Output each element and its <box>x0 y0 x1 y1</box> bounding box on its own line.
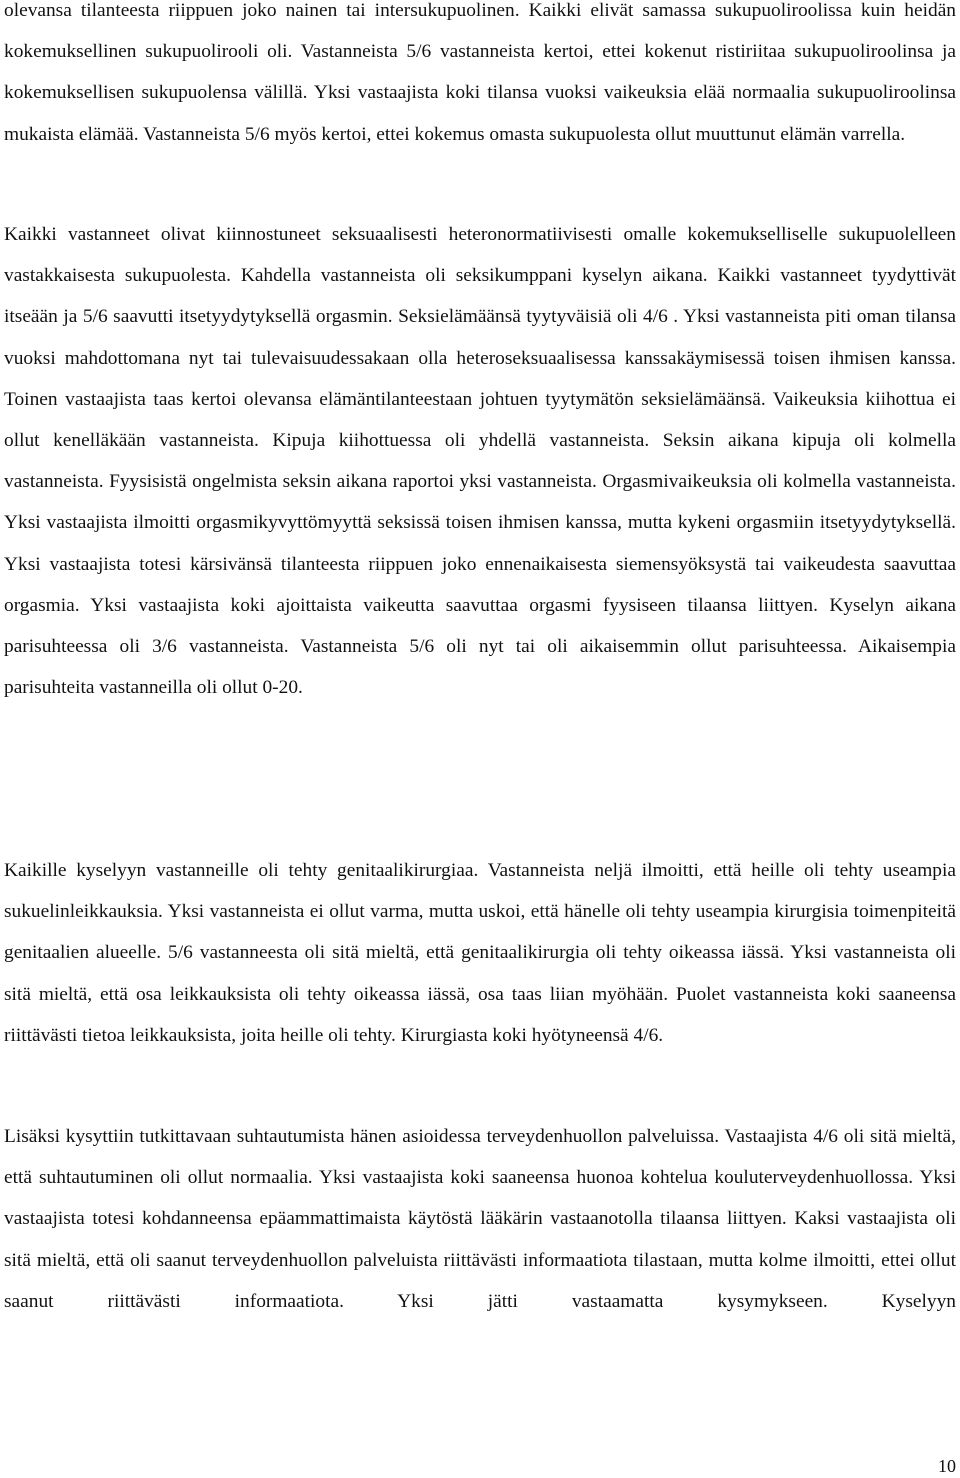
paragraph-gender-role: olevansa tilanteesta riippuen joko nainen tai intersukupuolinen. Kaikki elivät samassa sukupuoliroolissa kuin heidän kokemuksellinen sukupuolirooli oli. Vastanneista 5/6 vastanneista kertoi, ettei kokenut ristiriitaa sukupuoliroolinsa ja kokemuksellisen sukupuolensa välillä. Yksi vastaajista koki tilansa vuoksi vaikeuksia elää normaalia sukupuoliroolinsa mukaista elämää. Vastanneista 5/6 myös kertoi, ettei kokemus omasta sukupuolesta ollut muuttunut elämän varrella. <box>4 0 956 145</box>
page-number: 10 <box>938 1456 956 1476</box>
paragraph-genital-surgery: Kaikille kyselyyn vastanneille oli tehty genitaalikirurgiaa. Vastanneista neljä ilmoitti, että heille oli tehty useampia sukuelinleikkauksia. Yksi vastanneista ei ollut varma, mutta uskoi, että hänelle oli tehty useampia kirurgisia toimenpiteitä genitaalien alueelle. 5/6 vastanneesta oli sitä mieltä, että genitaalikirurgia oli tehty oikeassa iässä. Yksi vastanneista oli sitä mieltä, että osa leikkauksista oli tehty oikeassa iässä, osa taas liian myöhään. Puolet vastanneista koki saaneensa riittävästi tietoa leikkauksista, joita heille oli tehty. Kirurgiasta koki hyötyneensä 4/6. <box>4 860 956 1046</box>
paragraph-healthcare-services: Lisäksi kysyttiin tutkittavaan suhtautumista hänen asioidessa terveydenhuollon palveluissa. Vastaajista 4/6 oli sitä mieltä, että suhtautuminen oli ollut normaalia. Yksi vastaajista koki saaneensa huonoa kohtelua kouluterveydenhuollossa. Yksi vastaajista totesi kohdanneensa epäammattimaista käytöstä lääkärin vastaanotolla tilaansa liittyen. Kaksi vastaajista oli sitä mieltä, että oli saanut terveydenhuollon palveluista riittävästi informaatiota tilastaan, mutta kolme ilmoitti, ettei ollut saanut riittävästi informaatiota. Yksi jätti vastaamatta kysymykseen. Kyselyyn <box>4 1126 956 1312</box>
paragraph-sexuality: Kaikki vastanneet olivat kiinnostuneet seksuaalisesti heteronormatiivisesti omalle kokemukselliselle sukupuolelleen vastakkaisesta sukupuolesta. Kahdella vastanneista oli seksikumppani kyselyn aikana. Kaikki vastanneet tyydyttivät itseään ja 5/6 saavutti itsetyydytyksellä orgasmin. Seksielämäänsä tyytyväisiä oli 4/6 . Yksi vastanneista piti oman tilansa vuoksi mahdottomana nyt tai tulevaisuudessakaan olla heteroseksuaalisessa kanssakäymisessä toisen ihmisen kanssa. Toinen vastaajista taas kertoi olevansa elämäntilanteestaan johtuen tyytymätön seksielämäänsä. Vaikeuksia kiihottua ei ollut kenelläkään vastanneista. Kipuja kiihottuessa oli yhdellä vastanneista. Seksin aikana kipuja oli kolmella vastanneista. Fyysisistä ongelmista seksin aikana raportoi yksi vastanneista. Orgasmivaikeuksia oli kolmella vastanneista. Yksi vastaajista ilmoitti orgasmikyvyttömyyttä seksissä toisen ihmisen kanssa, mutta kykeni orgasmiin itsetyydytyksellä. Yksi vastaajista totesi kärsivänsä tilanteesta riippuen joko ennenaikaisesta siemensyöksystä tai vaikeudesta saavuttaa orgasmia. Yksi vastaajista koki ajoittaista vaikeutta saavuttaa orgasmi fyysiseen tilaansa liittyen. Kyselyn aikana parisuhteessa oli 3/6 vastanneista. Vastanneista 5/6 oli nyt tai oli aikaisemmin ollut parisuhteessa. Aikaisempia parisuhteita vastanneilla oli ollut 0-20. <box>4 224 956 699</box>
